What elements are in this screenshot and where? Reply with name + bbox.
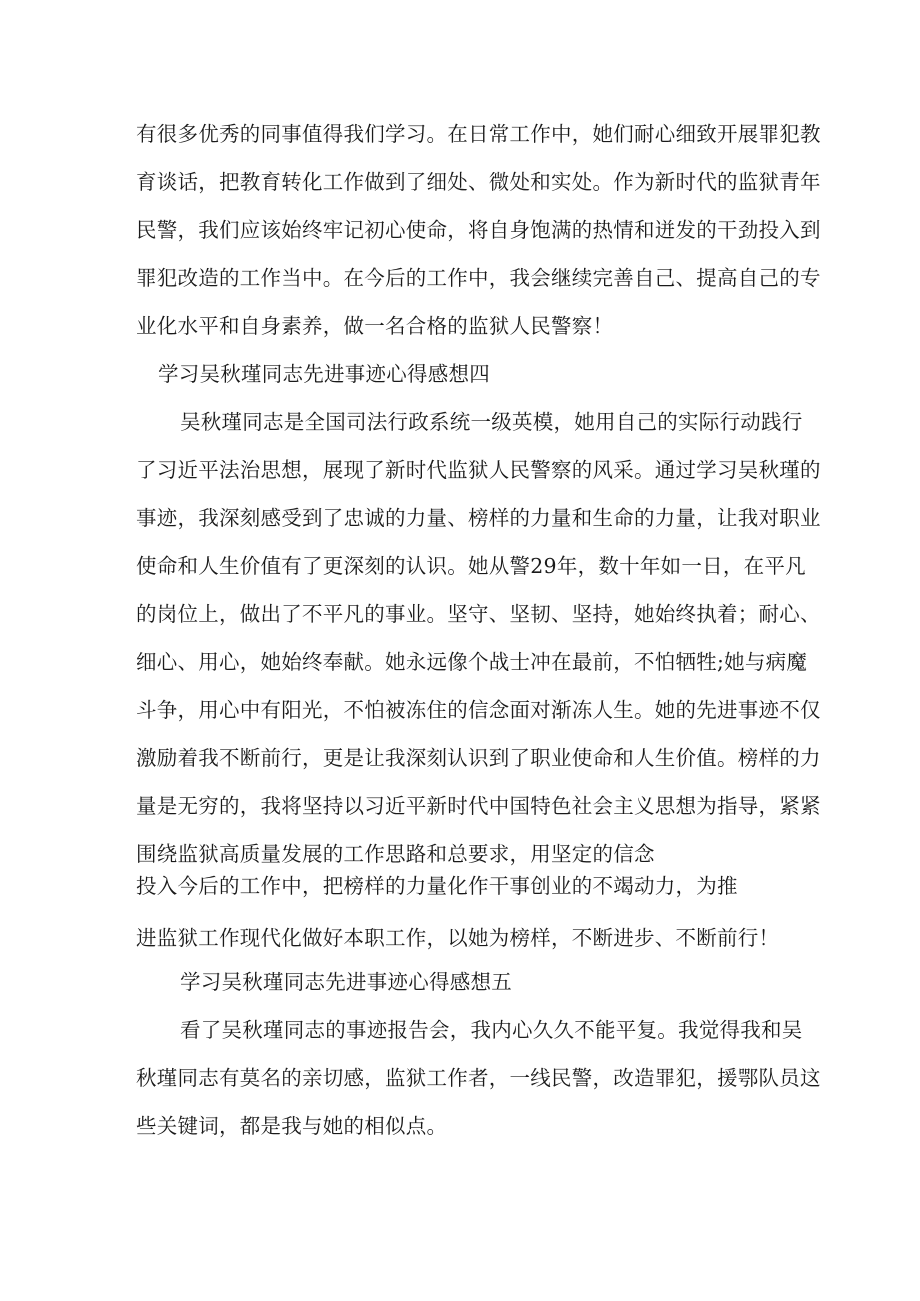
text-line: 育谈话，把教育转化工作做到了细处、微处和实处。作为新时代的监狱青年	[136, 170, 821, 194]
text-line: 有很多优秀的同事值得我们学习。在日常工作中，她们耐心细致开展罪犯教	[136, 122, 821, 146]
text-line: 的岗位上，做出了不平凡的事业。坚守、坚韧、坚持，她始终执着；耐心、	[136, 602, 821, 626]
text-line: 激励着我不断前行，更是让我深刻认识到了职业使命和人生价值。榜样的力	[136, 746, 821, 770]
text-line: 些关键词，都是我与她的相似点。	[136, 1114, 448, 1138]
text-line: 民警，我们应该始终牢记初心使命，将自身饱满的热情和迸发的干劲投入到	[136, 218, 821, 242]
text-line: 看了吴秋瑾同志的事迹报告会，我内心久久不能平复。我觉得我和吴	[180, 1018, 803, 1042]
text-line: 了习近平法治思想，展现了新时代监狱人民警察的风采。通过学习吴秋瑾的	[136, 458, 821, 482]
text-line: 围绕监狱高质量发展的工作思路和总要求，用坚定的信念	[136, 842, 655, 866]
text-line: 投入今后的工作中，把榜样的力量化作干事创业的不竭动力，为推	[136, 874, 738, 898]
section-heading: 学习吴秋瑾同志先进事迹心得感想四	[158, 362, 490, 386]
text-line: 业化水平和自身素养，做一名合格的监狱人民警察！	[136, 314, 614, 338]
text-line: 秋瑾同志有莫名的亲切感，监狱工作者，一线民警，改造罪犯，援鄂队员这	[136, 1066, 821, 1090]
text-line: 吴秋瑾同志是全国司法行政系统一级英模，她用自己的实际行动践行	[180, 410, 803, 434]
text-line: 细心、用心，她始终奉献。她永远像个战士冲在最前，不怕牺牲;她与病魔	[136, 650, 808, 674]
text-line: 进监狱工作现代化做好本职工作，以她为榜样，不断进步、不断前行！	[136, 926, 780, 950]
text-line: 罪犯改造的工作当中。在今后的工作中，我会继续完善自己、提高自己的专	[136, 266, 821, 290]
text-line: 斗争，用心中有阳光，不怕被冻住的信念面对渐冻人生。她的先进事迹不仅	[136, 698, 821, 722]
text-line: 使命和人生价值有了更深刻的认识。她从警29年，数十年如一日，在平凡	[136, 554, 806, 578]
text-line: 事迹，我深刻感受到了忠诚的力量、榜样的力量和生命的力量，让我对职业	[136, 506, 821, 530]
section-heading: 学习吴秋瑾同志先进事迹心得感想五	[180, 970, 512, 994]
text-line: 量是无穷的，我将坚持以习近平新时代中国特色社会主义思想为指导，紧紧	[136, 794, 821, 818]
